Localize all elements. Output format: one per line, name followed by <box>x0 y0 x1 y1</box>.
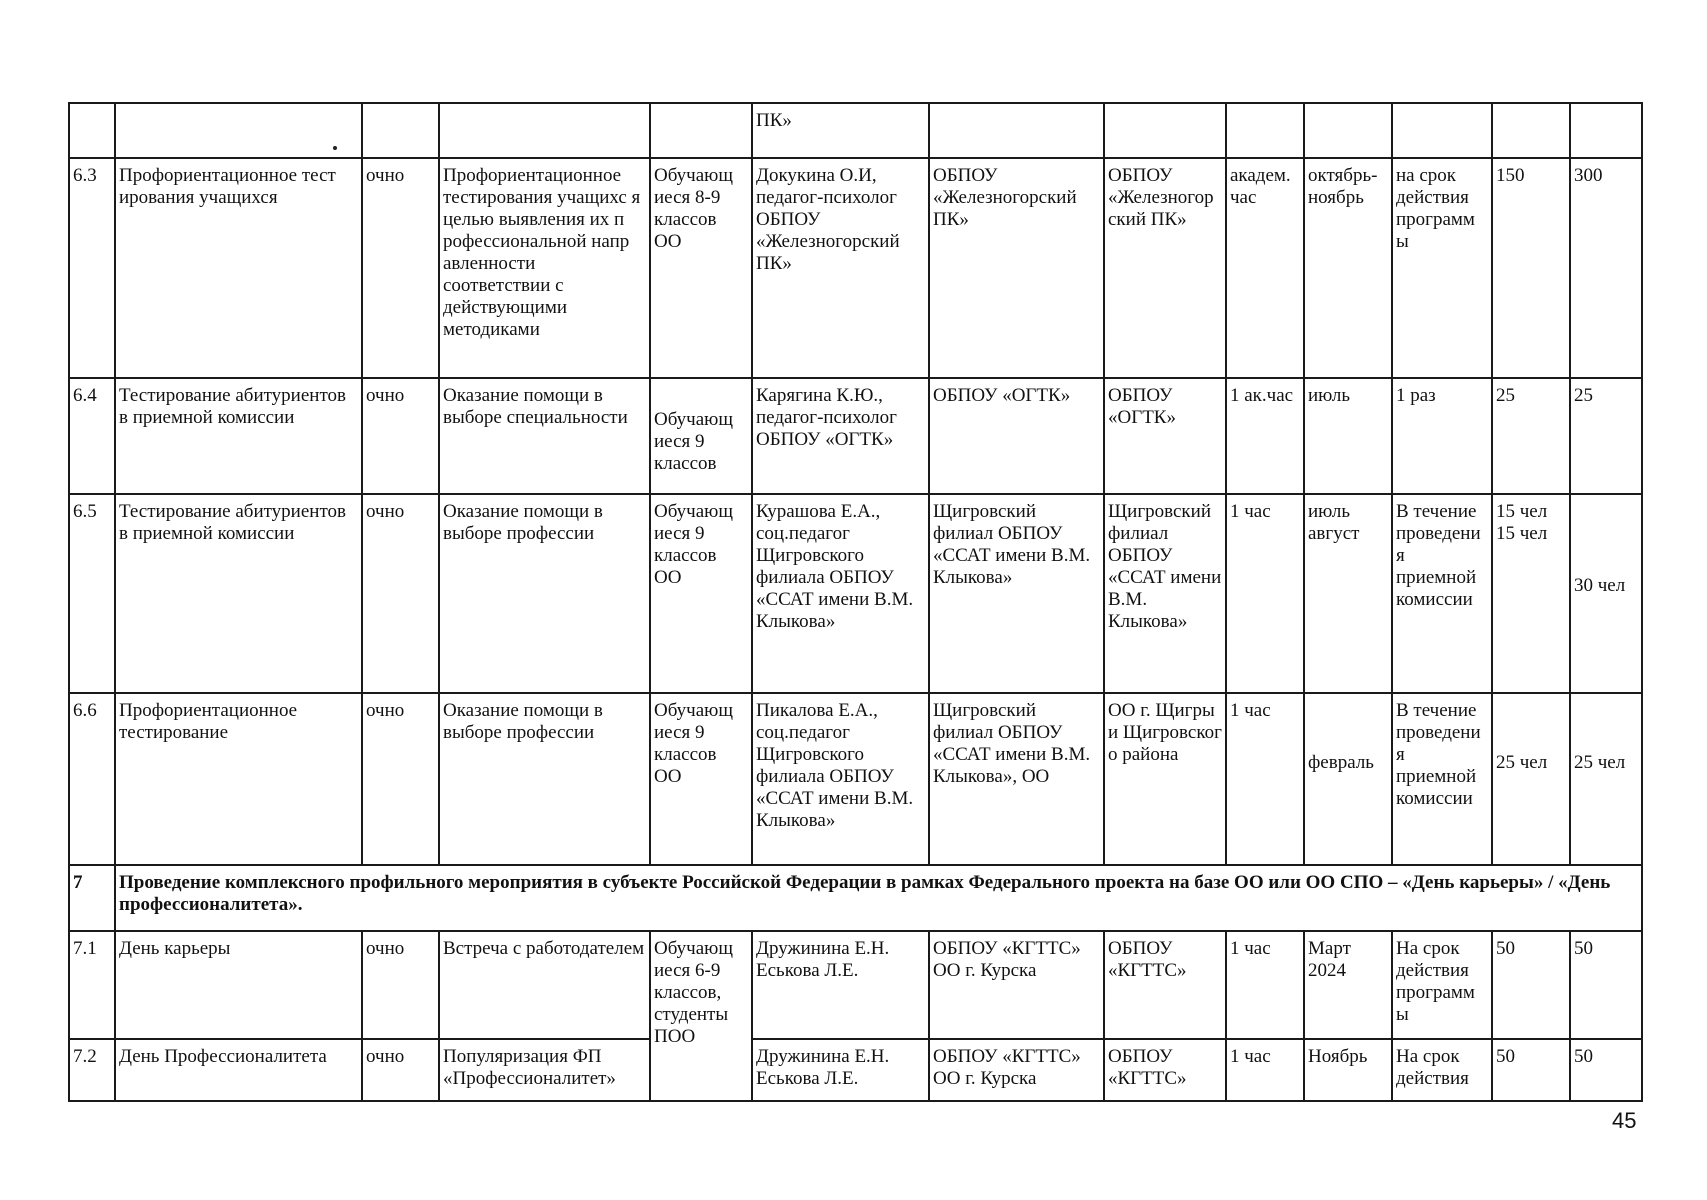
table-row <box>69 1039 1642 1101</box>
cell-organizer <box>929 103 1104 158</box>
cell-form: очно <box>362 931 439 1039</box>
cell-responsible: Дружинина Е.Н. Еськова Л.Е. <box>752 1039 929 1101</box>
cell-count-b: 300 <box>1570 158 1642 378</box>
cell-organizer: ОБПОУ «ОГТК» <box>929 378 1104 494</box>
cell-responsible: Курашова Е.А., соц.педагог Щигровского филиала ОБПОУ «ССАТ имени В.М. Клыкова» <box>752 494 929 693</box>
cell-periodicity: В течение проведени я приемной комиссии <box>1392 693 1492 865</box>
cell-participants: Обучающ иеся 9 классов <box>650 378 752 494</box>
cell-num <box>69 103 115 158</box>
cell-count-b: 30 чел <box>1570 494 1642 693</box>
cell-event <box>115 103 362 158</box>
cell-event: День Профессионалитета <box>115 1039 362 1101</box>
table-row <box>69 378 1642 494</box>
cell-form: очно <box>362 1039 439 1101</box>
section-row <box>69 865 1642 931</box>
cell-organizer: ОБПОУ «КГТТС» ОО г. Курска <box>929 1039 1104 1101</box>
cell-duration: академ. час <box>1226 158 1304 378</box>
table-row <box>69 158 1642 378</box>
cell-venue: ОБПОУ «Железногор ский ПК» <box>1104 158 1226 378</box>
cell-dates <box>1304 103 1392 158</box>
cell-responsible: Карягина К.Ю., педагог-психолог ОБПОУ «ОГТК» <box>752 378 929 494</box>
cell-count-b: 50 <box>1570 1039 1642 1101</box>
cell-count-a: 50 <box>1492 1039 1570 1101</box>
cell-count-b: 50 <box>1570 931 1642 1039</box>
table-row <box>69 103 1642 158</box>
cell-count-b: 25 чел <box>1570 693 1642 865</box>
cell-num: 6.3 <box>69 158 115 378</box>
cell-organizer: Щигровский филиал ОБПОУ «ССАТ имени В.М. Клыкова» <box>929 494 1104 693</box>
cell-num: 7.2 <box>69 1039 115 1101</box>
cell-dates: февраль <box>1304 693 1392 865</box>
cell-dates: Ноябрь <box>1304 1039 1392 1101</box>
cell-event: Тестирование абитуриентов в приемной комиссии <box>115 378 362 494</box>
cell-count-a: 15 чел 15 чел <box>1492 494 1570 693</box>
cell-periodicity: На срок действия <box>1392 1039 1492 1101</box>
cell-venue: ОО г. Щигры и Щигровског о района <box>1104 693 1226 865</box>
cell-organizer: ОБПОУ «КГТТС» ОО г. Курска <box>929 931 1104 1039</box>
page-number: 45 <box>1612 1108 1637 1133</box>
cell-duration: 1 час <box>1226 931 1304 1039</box>
cell-count-a: 50 <box>1492 931 1570 1039</box>
cell-participants: Обучающ иеся 9 классов ОО <box>650 494 752 693</box>
cell-responsible: Пикалова Е.А., соц.педагог Щигровского филиала ОБПОУ «ССАТ имени В.М. Клыкова» <box>752 693 929 865</box>
cell-organizer: Щигровский филиал ОБПОУ «ССАТ имени В.М. Клыкова», ОО <box>929 693 1104 865</box>
cell-count-a: 25 чел <box>1492 693 1570 865</box>
plan-table <box>68 102 1643 1102</box>
cell-count-a <box>1492 103 1570 158</box>
cell-periodicity: В течение проведени я приемной комиссии <box>1392 494 1492 693</box>
cell-periodicity <box>1392 103 1492 158</box>
cell-content <box>439 103 650 158</box>
cell-periodicity: на срок действия программ ы <box>1392 158 1492 378</box>
cell-num: 6.4 <box>69 378 115 494</box>
table-row <box>69 931 1642 1039</box>
cell-periodicity: На срок действия программ ы <box>1392 931 1492 1039</box>
cell-form: очно <box>362 693 439 865</box>
cell-organizer: ОБПОУ «Железногорский ПК» <box>929 158 1104 378</box>
cell-num: 7.1 <box>69 931 115 1039</box>
cell-venue: ОБПОУ «ОГТК» <box>1104 378 1226 494</box>
cell-content: Оказание помощи в выборе специальности <box>439 378 650 494</box>
cell-participants: Обучающ иеся 8-9 классов ОО <box>650 158 752 378</box>
cell-periodicity: 1 раз <box>1392 378 1492 494</box>
cell-count-a: 150 <box>1492 158 1570 378</box>
cell-venue: ОБПОУ «КГТТС» <box>1104 1039 1226 1101</box>
cell-responsible: ПК» <box>752 103 929 158</box>
cell-form: очно <box>362 378 439 494</box>
cell-dates: Март 2024 <box>1304 931 1392 1039</box>
cell-event: Профориентационное тест ирования учащихся <box>115 158 362 378</box>
cell-content: Популяризация ФП «Профессионалитет» <box>439 1039 650 1101</box>
cell-content: Оказание помощи в выборе профессии <box>439 494 650 693</box>
cell-participants: Обучающ иеся 9 классов ОО <box>650 693 752 865</box>
cell-duration: 1 час <box>1226 693 1304 865</box>
cell-form: очно <box>362 494 439 693</box>
cell-dates: июль <box>1304 378 1392 494</box>
cell-duration: 1 час <box>1226 1039 1304 1101</box>
cell-num: 6.6 <box>69 693 115 865</box>
cell-dates: октябрь-ноябрь <box>1304 158 1392 378</box>
cell-content: Встреча с работодателем <box>439 931 650 1039</box>
cell-content: Профориентационное тестирования учащихс я целью выявления их п рофессиональной напр авленности соответствии с действующими методиками <box>439 158 650 378</box>
cell-venue: Щигровский филиал ОБПОУ «ССАТ имени В.М. Клыкова» <box>1104 494 1226 693</box>
cell-venue: ОБПОУ «КГТТС» <box>1104 931 1226 1039</box>
cell-form: очно <box>362 158 439 378</box>
cell-duration: 1 час <box>1226 494 1304 693</box>
cell-count-b: 25 <box>1570 378 1642 494</box>
cell-duration <box>1226 103 1304 158</box>
cell-event: Тестирование абитуриентов в приемной комиссии <box>115 494 362 693</box>
cell-participants <box>650 103 752 158</box>
cell-event: Профориентационное тестирование <box>115 693 362 865</box>
cell-venue <box>1104 103 1226 158</box>
cell-responsible: Докукина О.И, педагог-психолог ОБПОУ «Железногорский ПК» <box>752 158 929 378</box>
cell-content: Оказание помощи в выборе профессии <box>439 693 650 865</box>
cell-event: День карьеры <box>115 931 362 1039</box>
cell-participants: Обучающ иеся 6-9 классов, студенты ПОО <box>650 931 752 1101</box>
cell-dates: июль август <box>1304 494 1392 693</box>
table-row <box>69 494 1642 693</box>
section-number: 7 <box>69 865 115 931</box>
section-title: Проведение комплексного профильного мероприятия в субъекте Российской Федерации в рамках Федерального проекта на базе ОО или ОО СПО – «День карьеры» / «День профессионалитета». <box>115 865 1642 931</box>
cell-num: 6.5 <box>69 494 115 693</box>
table-row <box>69 693 1642 865</box>
cell-responsible: Дружинина Е.Н. Еськова Л.Е. <box>752 931 929 1039</box>
cell-count-a: 25 <box>1492 378 1570 494</box>
cell-count-b <box>1570 103 1642 158</box>
cell-duration: 1 ак.час <box>1226 378 1304 494</box>
cell-form <box>362 103 439 158</box>
